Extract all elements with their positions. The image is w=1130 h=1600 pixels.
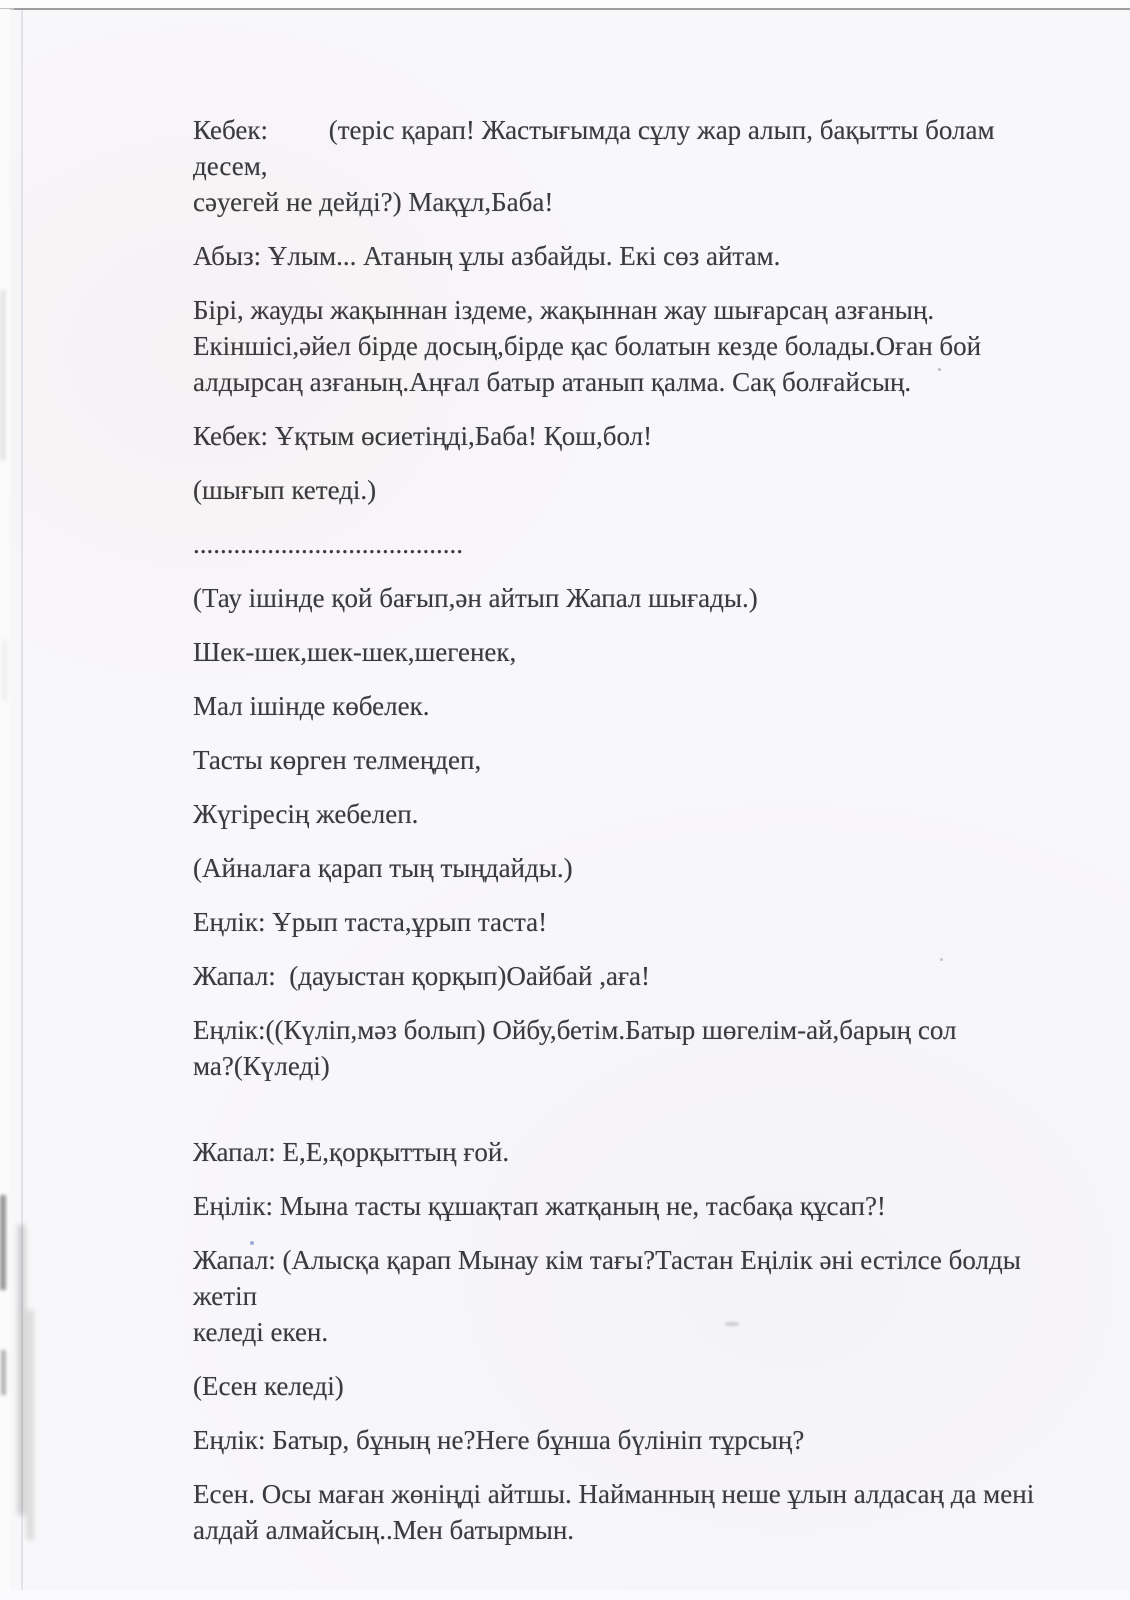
text-line: Жапал: (дауыстан қорқып)Оайбай ,аға! — [193, 961, 651, 991]
text-line: Кебек: Ұқтым өсиетіңді,Баба! Қош,бол! — [193, 421, 653, 451]
paragraph — [193, 112, 1063, 220]
text-line: (Есен келеді) — [193, 1371, 344, 1401]
paragraph — [193, 958, 1063, 994]
paragraph — [193, 1476, 1063, 1548]
scan-left-edge — [0, 9, 10, 1600]
paragraph — [193, 580, 1063, 616]
text-line: Еңлік:((Күліп,мәз болып) Ойбу,бетім.Батыр шөгелім-ай,барың сол — [193, 1015, 957, 1045]
text-line: алдай алмайсың..Мен батырмын. — [193, 1515, 575, 1545]
paragraph — [193, 1368, 1063, 1404]
paragraph — [193, 850, 1063, 886]
text-line: Жапал: Е,Е,қорқыттың ғой. — [193, 1137, 510, 1167]
page-fold-line — [21, 10, 23, 1595]
text-line: Тасты көрген телмеңдеп, — [193, 745, 482, 775]
scan-bottom-edge — [0, 1590, 1130, 1600]
paragraph — [193, 688, 1063, 724]
text-line: Бірі, жауды жақыннан іздеме, жақыннан жау шығарсаң азғаның. — [193, 295, 935, 325]
paragraph — [193, 904, 1063, 940]
text-line: Шек-шек,шек-шек,шегенек, — [193, 637, 517, 667]
paragraph — [193, 742, 1063, 778]
paragraph — [193, 526, 1063, 562]
paragraph — [193, 796, 1063, 832]
text-line: алдырсаң азғаның.Аңғал батыр атанып қалма. Сақ болғайсың. — [193, 367, 912, 397]
paragraph — [193, 238, 1063, 274]
text-line: (Айналаға қарап тың тыңдайды.) — [193, 853, 573, 883]
text-line: Еңлік: Батыр, бұның не?Неге бұнша бүлініп тұрсың? — [193, 1425, 805, 1455]
text-line: Жүгіресің жебелеп. — [193, 799, 419, 829]
paragraph — [193, 292, 1063, 400]
text-line: ........................................ — [193, 529, 463, 559]
text-line: (шығып кетеді.) — [193, 475, 377, 505]
text-line: ма?(Күледі) — [193, 1051, 330, 1081]
paragraph — [193, 634, 1063, 670]
paragraph — [193, 418, 1063, 454]
text-line: Еңлік: Ұрып таста,ұрып таста! — [193, 907, 548, 937]
text-line: Мал ішінде көбелек. — [193, 691, 430, 721]
paragraph — [193, 472, 1063, 508]
paragraph — [193, 1134, 1063, 1170]
text-line: Есен. Осы маған жөніңді айтшы. Найманның неше ұлын алдасаң да мені — [193, 1479, 1035, 1509]
text-line: Еңілік: Мына тасты құшақтап жатқаның не, тасбақа құсап?! — [193, 1191, 886, 1221]
paragraph — [193, 1422, 1063, 1458]
text-line: (Тау ішінде қой бағып,ән айтып Жапал шығады.) — [193, 583, 758, 613]
text-line: Жапал: (Алысқа қарап Мынау кім тағы?Тастан Еңілік әні естілсе болды жетіп — [193, 1245, 1028, 1311]
paragraph — [193, 1242, 1063, 1350]
scan-edge-line — [14, 8, 1130, 10]
paragraph — [193, 1188, 1063, 1224]
text-line: сәуегей не дейді?) Мақұл,Баба! — [193, 187, 554, 217]
scan-artifact — [27, 1310, 33, 1540]
paragraph — [193, 1012, 1063, 1084]
document-text — [193, 112, 1063, 1566]
text-line: Абыз: Ұлым... Атаның ұлы азбайды. Екі сөз айтам. — [193, 241, 781, 271]
text-line: Екіншісі,әйел бірде досың,бірде қас болатын кезде болады.Оған бой — [193, 331, 982, 361]
text-line: Кебек: (теріс қарап! Жастығымда сұлу жар алып, бақытты болам десем, — [193, 115, 1002, 181]
text-line: келеді екен. — [193, 1317, 329, 1347]
